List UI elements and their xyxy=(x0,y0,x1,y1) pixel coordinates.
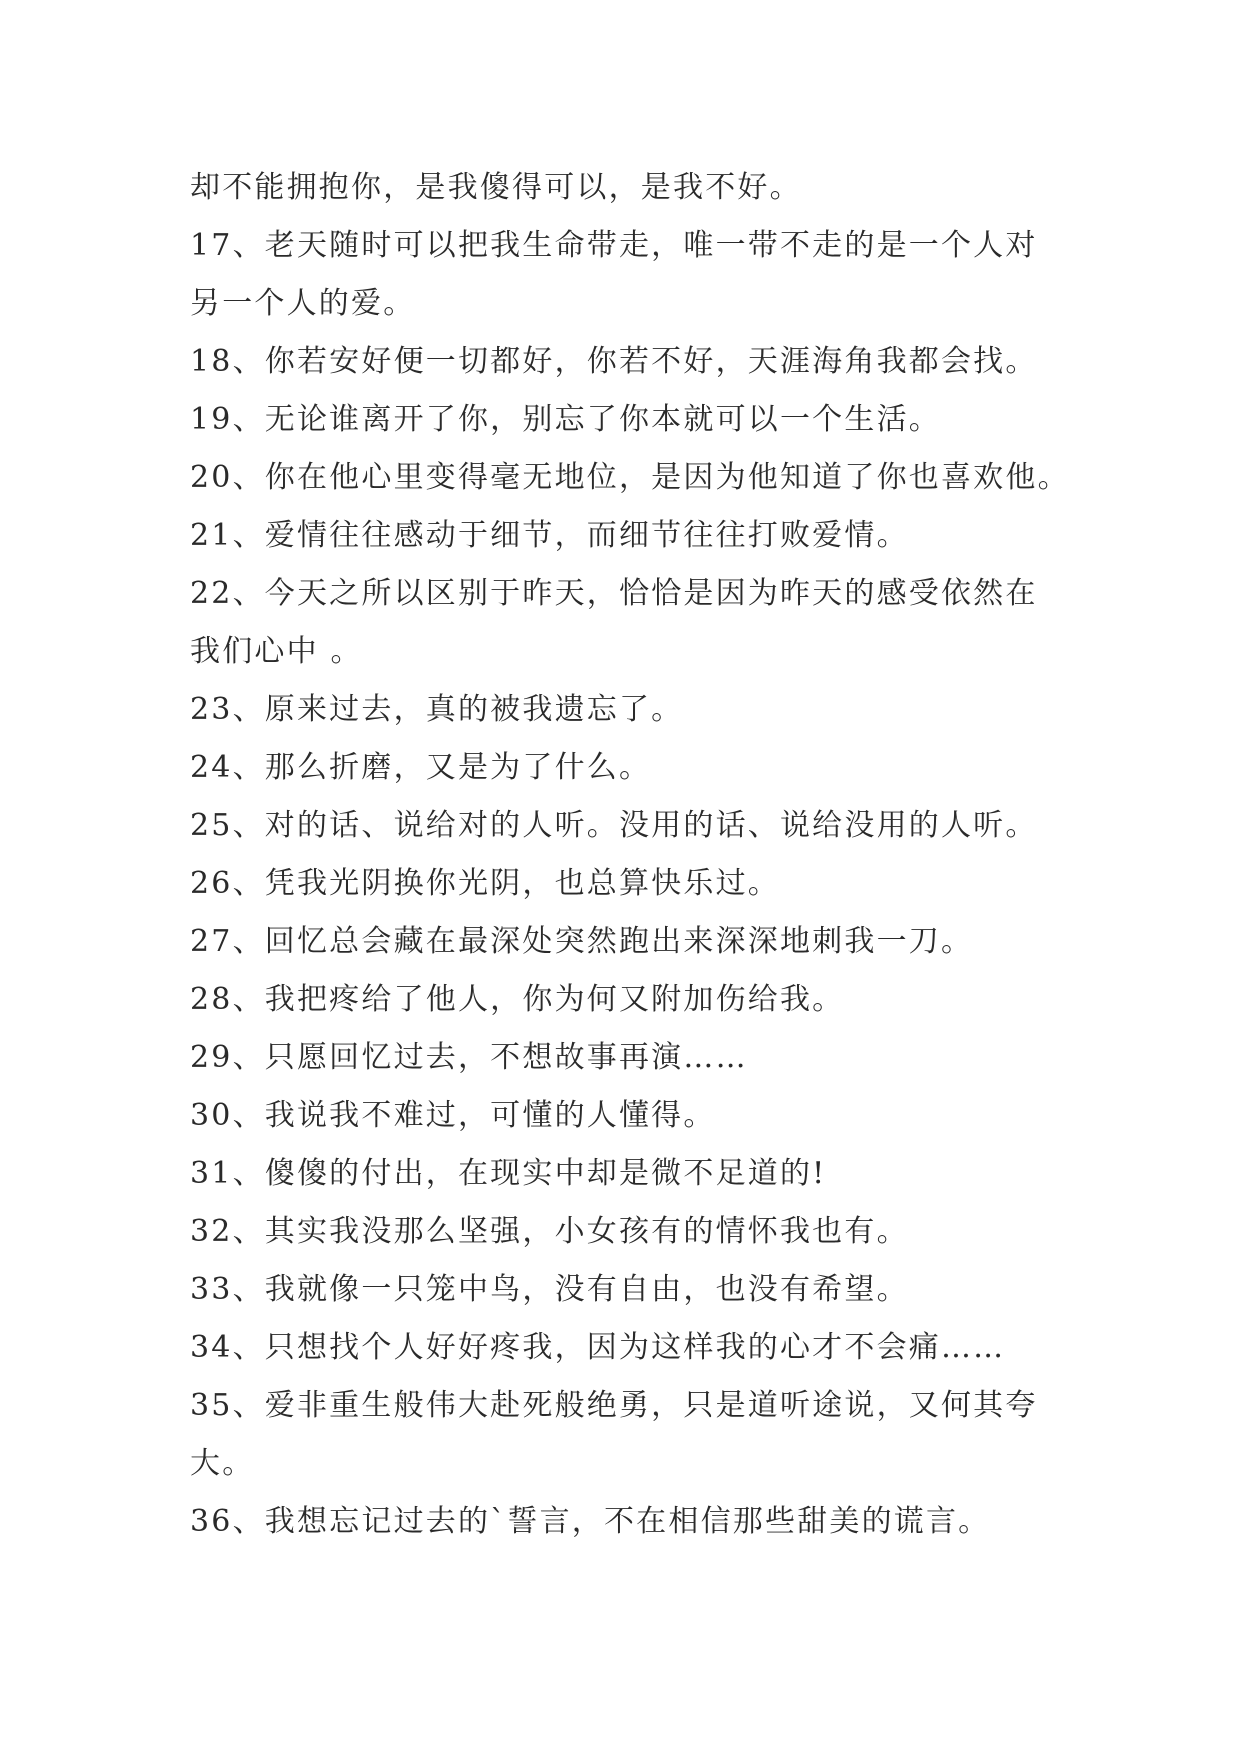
text-line: 34、只想找个人好好疼我，因为这样我的心才不会痛…… xyxy=(190,1330,1006,1365)
text-line: 33、我就像一只笼中鸟，没有自由，也没有希望。 xyxy=(190,1272,909,1307)
text-line: 17、老天随时可以把我生命带走，唯一带不走的是一个人对 xyxy=(190,228,1038,263)
text-line: 32、其实我没那么坚强，小女孩有的情怀我也有。 xyxy=(190,1214,909,1249)
text-line: 我们心中 。 xyxy=(190,634,363,669)
text-line: 大。 xyxy=(190,1446,255,1481)
text-line: 另一个人的爱。 xyxy=(190,286,416,321)
text-line: 19、无论谁离开了你，别忘了你本就可以一个生活。 xyxy=(190,402,941,437)
text-line: 23、原来过去，真的被我遗忘了。 xyxy=(190,692,684,727)
text-line: 30、我说我不难过，可懂的人懂得。 xyxy=(190,1098,716,1133)
document-body xyxy=(190,159,1090,1551)
text-line: 21、爱情往往感动于细节，而细节往往打败爱情。 xyxy=(190,518,909,553)
text-line: 26、凭我光阴换你光阴，也总算快乐过。 xyxy=(190,866,780,901)
text-line: 25、对的话、说给对的人听。没用的话、说给没用的人听。 xyxy=(190,808,1038,843)
text-line: 18、你若安好便一切都好，你若不好，天涯海角我都会找。 xyxy=(190,344,1038,379)
text-line: 却不能拥抱你，是我傻得可以，是我不好。 xyxy=(190,170,802,205)
text-line: 28、我把疼给了他人，你为何又附加伤给我。 xyxy=(190,982,845,1017)
text-line: 36、我想忘记过去的`誓言，不在相信那些甜美的谎言。 xyxy=(190,1504,991,1539)
text-line: 31、傻傻的付出，在现实中却是微不足道的! xyxy=(190,1156,827,1191)
text-line: 27、回忆总会藏在最深处突然跑出来深深地刺我一刀。 xyxy=(190,924,974,959)
text-line: 20、你在他心里变得毫无地位，是因为他知道了你也喜欢他。 xyxy=(190,460,1070,495)
text-line: 24、那么折磨，又是为了什么。 xyxy=(190,750,652,785)
text-line: 22、今天之所以区别于昨天，恰恰是因为昨天的感受依然在 xyxy=(190,576,1038,611)
text-line: 35、爱非重生般伟大赴死般绝勇，只是道听途说，又何其夸 xyxy=(190,1388,1038,1423)
text-line: 29、只愿回忆过去，不想故事再演…… xyxy=(190,1040,748,1075)
